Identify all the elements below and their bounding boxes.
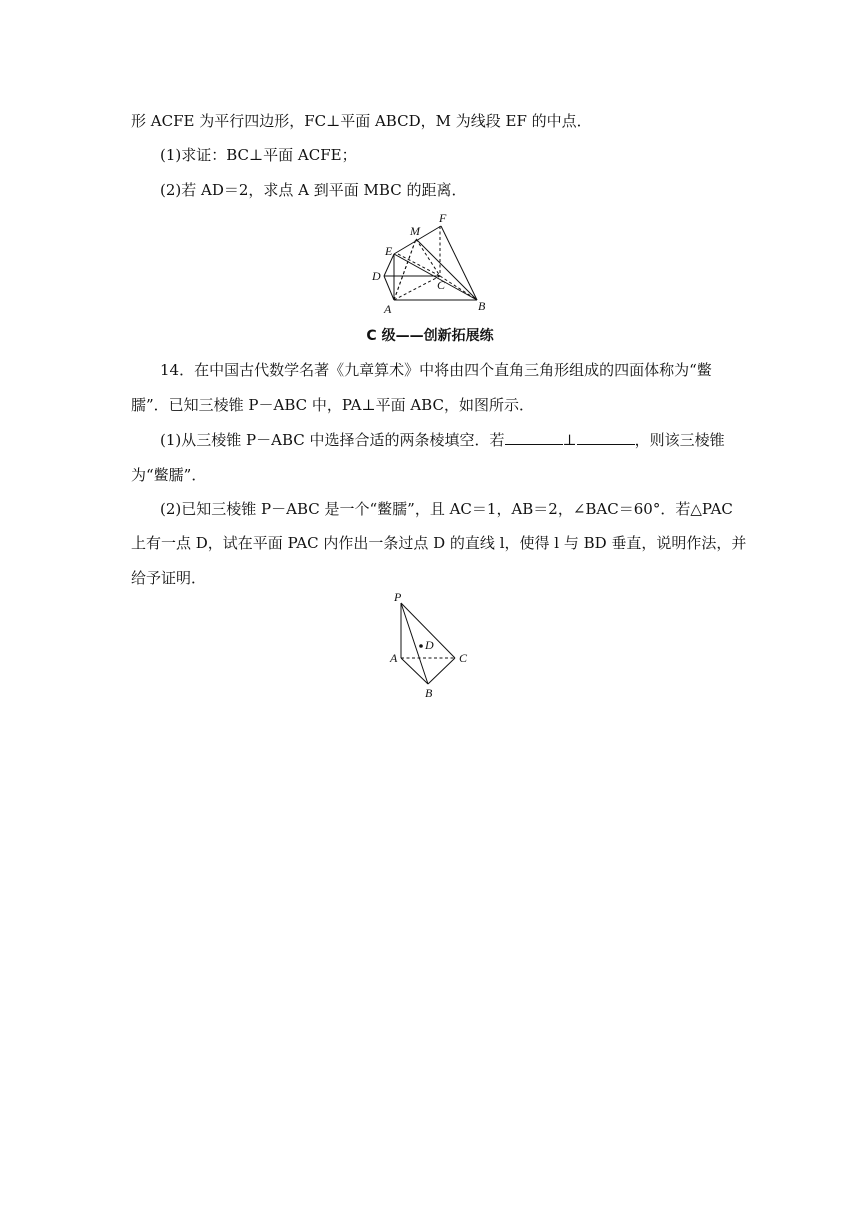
figure-prism-acfe (360, 208, 500, 318)
part-1-text-before: (1)从三棱锥 P－ABC 中选择合适的两条棱填空．若 (160, 431, 505, 449)
perp-symbol: ⊥ (562, 431, 577, 449)
label-D: D (372, 269, 381, 283)
problem-13-part-2: (2)若 AD＝2，求点 A 到平面 MBC 的距离． (160, 181, 467, 199)
label-F: F (439, 211, 447, 225)
problem-13-continuation: 形 ACFE 为平行四边形，FC⊥平面 ABCD，M 为线段 EF 的中点． (131, 112, 592, 130)
label-C2: C (459, 651, 468, 665)
label-B: B (478, 299, 486, 313)
problem-14-part-1-line2: 为“鳖臑”． (131, 466, 207, 484)
problem-14-part-2-line3: 给予证明． (131, 569, 207, 587)
label-D2: D (425, 638, 434, 652)
problem-13-part-1: (1)求证：BC⊥平面 ACFE； (160, 146, 357, 164)
label-A: A (384, 302, 392, 316)
label-C: C (437, 278, 446, 292)
figure-tetrahedron-pabc (385, 588, 475, 700)
label-M: M (410, 224, 420, 238)
problem-14-part-1 (160, 430, 725, 450)
label-E: E (385, 244, 393, 258)
label-B2: B (425, 686, 433, 700)
point-D (419, 644, 423, 648)
fill-blank-2[interactable] (577, 430, 635, 445)
problem-14-part-2-line1: (2)已知三棱锥 P－ABC 是一个“鳖臑”，且 AC＝1，AB＝2，∠BAC＝60°．若△PAC (160, 500, 733, 518)
label-P: P (394, 590, 402, 604)
part-1-text-after: ，则该三棱锥 (634, 431, 725, 449)
section-heading: C 级——创新拓展练 (366, 328, 494, 344)
fill-blank-1[interactable] (505, 430, 563, 445)
problem-14-part-2-line2: 上有一点 D，试在平面 PAC 内作出一条过点 D 的直线 l，使得 l 与 BD 垂直，说明作法，并 (131, 534, 747, 552)
problem-14-intro-line2: 臑”．已知三棱锥 P－ABC 中，PA⊥平面 ABC，如图所示． (131, 396, 534, 414)
label-A2: A (390, 651, 398, 665)
problem-14-intro-line1: 14．在中国古代数学名著《九章算术》中将由四个直角三角形组成的四面体称为“鳖 (160, 361, 712, 379)
